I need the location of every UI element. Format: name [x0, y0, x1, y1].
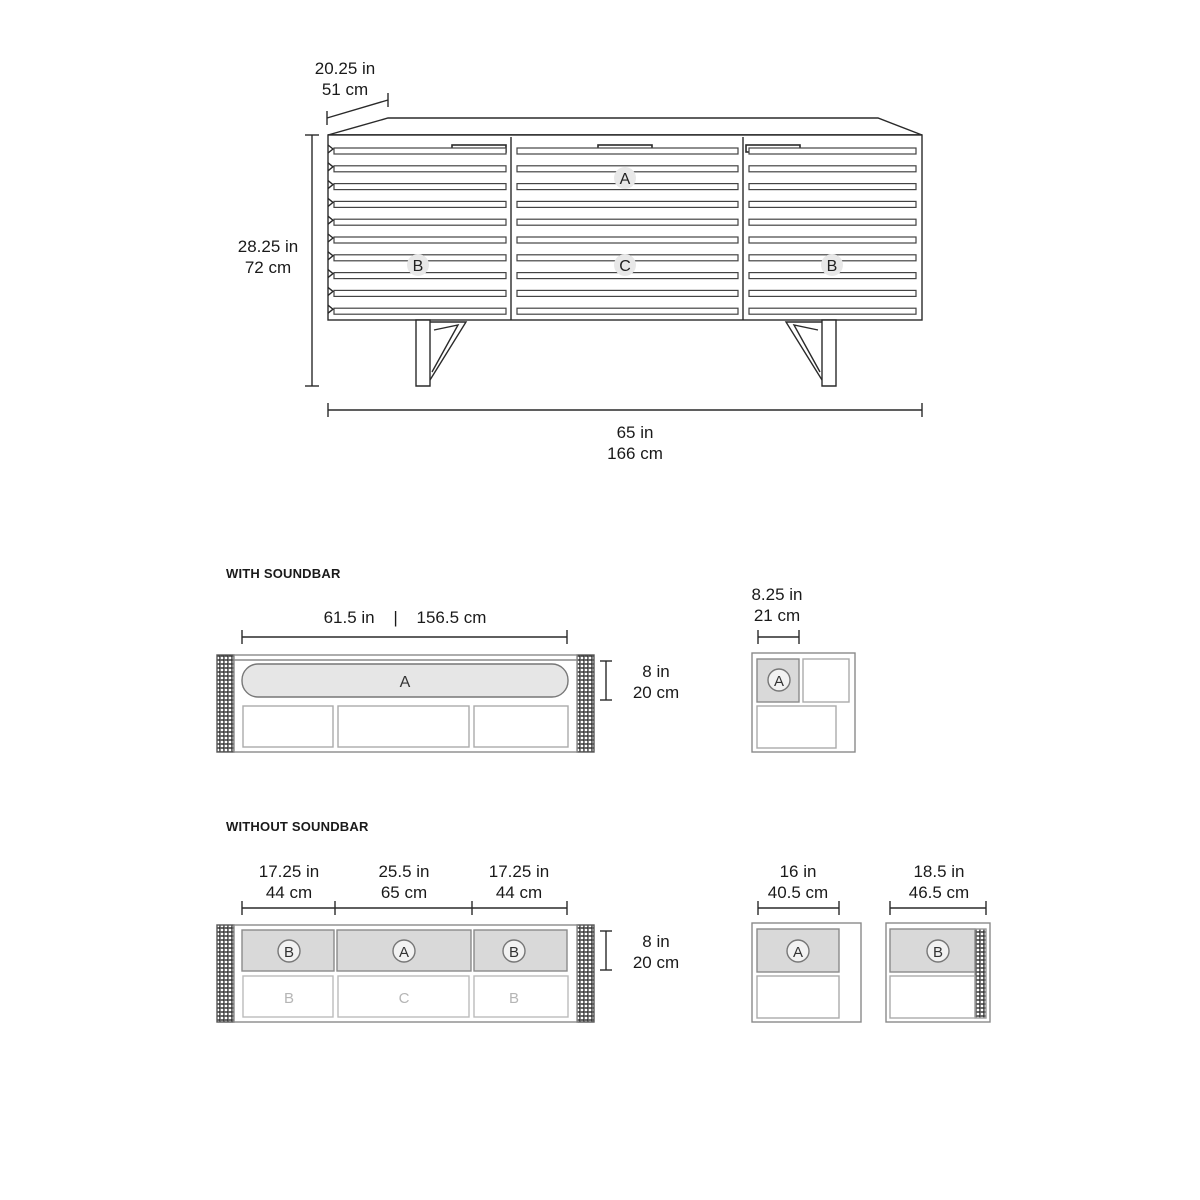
left-width-in: 17.25 in	[258, 862, 320, 881]
slat	[749, 290, 916, 296]
shelf-b-right-label: B	[508, 944, 520, 961]
soundbar-width-cm: 156.5 cm	[416, 608, 487, 627]
height-in: 28.25 in	[237, 237, 299, 256]
soundbar-width-label	[240, 607, 570, 628]
soundbar-label-a: A	[399, 674, 411, 691]
slat	[517, 237, 738, 243]
slat	[749, 184, 916, 190]
soundbar-front-view	[217, 655, 594, 752]
soundbar-height-label	[620, 661, 692, 703]
slat	[517, 290, 738, 296]
no-soundbar-side-panel-right	[577, 925, 594, 1022]
depth-cm: 51 cm	[321, 80, 369, 99]
badge-c-center-label: C	[619, 258, 631, 275]
compartment-c-center-label: C	[398, 990, 410, 1007]
side-b-width-in: 18.5 in	[913, 862, 965, 881]
leg-right	[786, 320, 836, 386]
slat	[517, 308, 738, 314]
slat	[334, 237, 506, 243]
slat	[749, 219, 916, 225]
without-soundbar-heading: WITHOUT SOUNDBAR	[226, 819, 369, 834]
side-view-a-label: A	[792, 944, 804, 961]
side-view-b-width-dimension-line	[890, 901, 986, 915]
no-soundbar-side-panel-left	[217, 925, 234, 1022]
slat	[749, 148, 916, 154]
width-label	[585, 422, 685, 464]
slat	[334, 219, 506, 225]
slat	[517, 219, 738, 225]
badge-a-top-label: A	[619, 171, 631, 188]
width-cm: 166 cm	[607, 444, 663, 463]
soundbar-side-label-a: A	[773, 673, 785, 690]
soundbar-width-in: 61.5 in	[323, 608, 375, 627]
soundbar-side-width-dimension-line	[758, 630, 799, 644]
side-a-width-in: 16 in	[779, 862, 817, 881]
center-width-label	[359, 861, 449, 903]
soundbar-side-view	[752, 653, 855, 752]
soundbar-side-width-label	[734, 584, 820, 626]
no-soundbar-width-dimension-lines	[242, 901, 567, 915]
right-width-in: 17.25 in	[488, 862, 550, 881]
soundbar-width-separator: |	[393, 608, 398, 627]
soundbar-side-width-cm: 21 cm	[753, 606, 801, 625]
slat	[334, 308, 506, 314]
depth-label	[300, 58, 390, 100]
shelf-b-left-label: B	[283, 944, 295, 961]
soundbar-side-panel-right	[577, 655, 594, 752]
soundbar-height-in: 8 in	[642, 662, 670, 681]
badge-b-left-label: B	[412, 258, 424, 275]
slat	[334, 290, 506, 296]
left-width-label	[244, 861, 334, 903]
no-soundbar-front-view	[217, 925, 594, 1022]
slat	[334, 201, 506, 207]
leg-left	[416, 320, 466, 386]
slat	[749, 308, 916, 314]
with-soundbar-heading: WITH SOUNDBAR	[226, 566, 341, 581]
slat	[749, 166, 916, 172]
width-in: 65 in	[616, 423, 654, 442]
soundbar-side-width-in: 8.25 in	[751, 585, 803, 604]
badge-c-center	[614, 254, 636, 276]
badge-b-right	[821, 254, 843, 276]
slat	[334, 184, 506, 190]
no-soundbar-height-in: 8 in	[642, 932, 670, 951]
soundbar-height-cm: 20 cm	[632, 683, 680, 702]
compartment-b-right-label: B	[508, 990, 520, 1007]
side-view-a-width-dimension-line	[758, 901, 839, 915]
width-dimension-line	[328, 403, 922, 417]
slat	[749, 201, 916, 207]
cabinet-top	[328, 118, 922, 135]
soundbar-side-panel-left	[217, 655, 234, 752]
side-view-b	[886, 923, 990, 1022]
depth-in: 20.25 in	[314, 59, 376, 78]
no-soundbar-height-cm: 20 cm	[632, 953, 680, 972]
cabinet-front-view	[328, 118, 922, 386]
shelf-a-center-label: A	[398, 944, 410, 961]
side-b-width-cm: 46.5 cm	[908, 883, 970, 902]
right-width-label	[474, 861, 564, 903]
center-width-in: 25.5 in	[378, 862, 430, 881]
slat	[517, 201, 738, 207]
badge-a-top	[614, 167, 636, 189]
slat	[334, 166, 506, 172]
badge-b-left	[407, 254, 429, 276]
slat	[749, 237, 916, 243]
side-view-a	[752, 923, 861, 1022]
height-cm: 72 cm	[244, 258, 292, 277]
badge-b-right-label: B	[826, 258, 838, 275]
right-width-cm: 44 cm	[495, 883, 543, 902]
slat	[517, 148, 738, 154]
soundbar-width-dimension-line	[242, 630, 567, 644]
slat	[334, 148, 506, 154]
soundbar-height-dimension-line	[600, 661, 612, 700]
center-width-cm: 65 cm	[380, 883, 428, 902]
side-b-width-label	[891, 861, 987, 903]
no-soundbar-height-dimension-line	[600, 931, 612, 970]
side-view-b-label: B	[932, 944, 944, 961]
height-label	[226, 236, 310, 278]
side-a-width-cm: 40.5 cm	[767, 883, 829, 902]
no-soundbar-height-label	[620, 931, 692, 973]
side-a-width-label	[753, 861, 843, 903]
left-width-cm: 44 cm	[265, 883, 313, 902]
compartment-b-left-label: B	[283, 990, 295, 1007]
